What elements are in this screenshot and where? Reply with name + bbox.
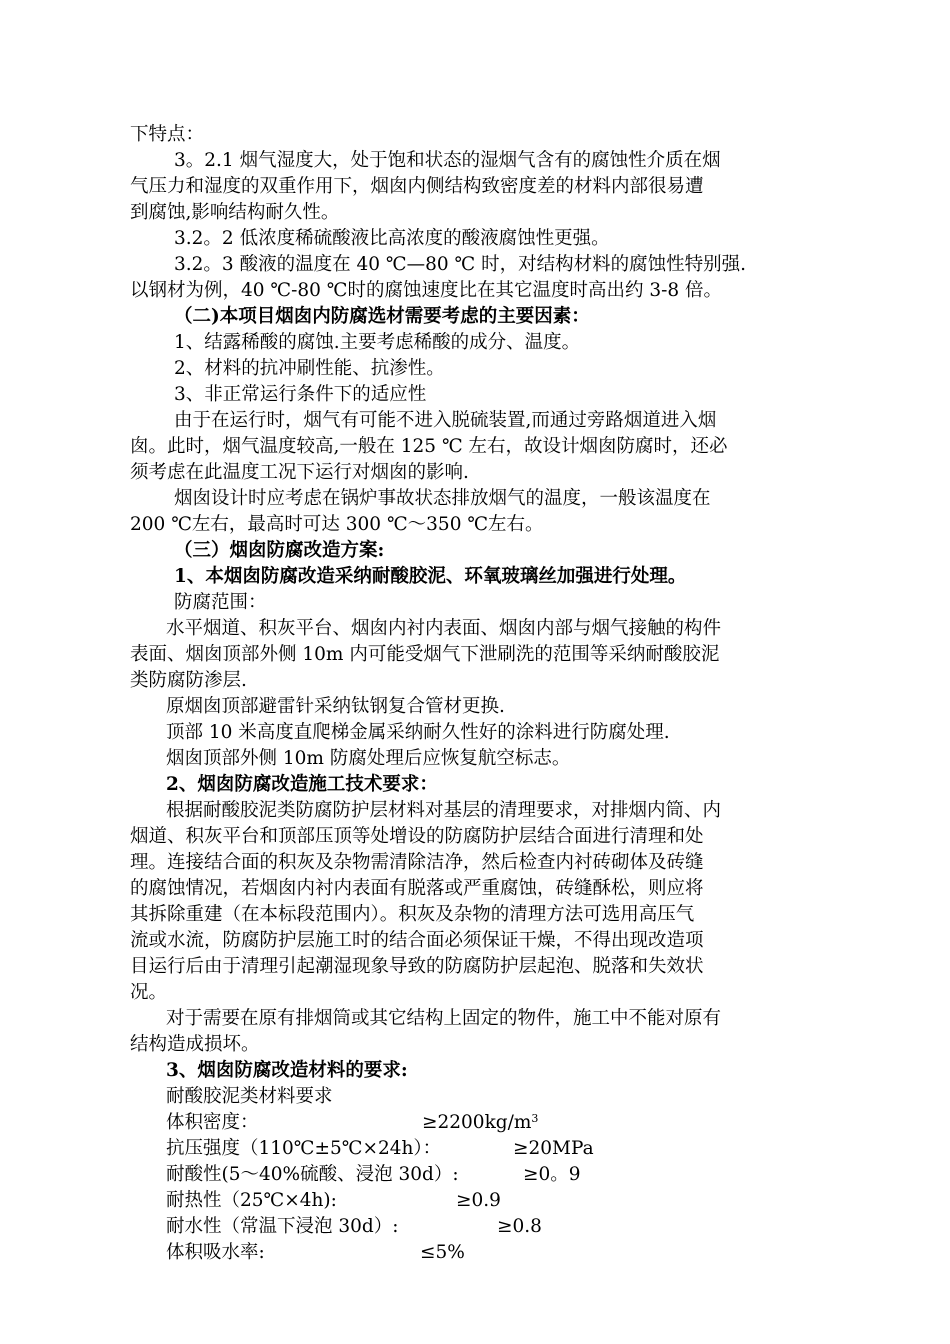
paragraph-line: 3.2。2 低浓度稀硫酸液比高浓度的酸液腐蚀性更强。 xyxy=(174,228,610,249)
paragraph-line: 类防腐防渗层. xyxy=(130,670,247,691)
paragraph-line: 其拆除重建（在本标段范围内）。积灰及杂物的清理方法可选用高压气 xyxy=(130,904,695,925)
paragraph-line: 气压力和湿度的双重作用下，烟囱内侧结构致密度差的材料内部很易遭 xyxy=(130,176,704,197)
spec-value xyxy=(420,1240,465,1266)
paragraph-line: 目运行后由于清理引起潮湿现象导致的防腐防护层起泡、脱落和失效状 xyxy=(130,956,704,977)
spec-label: 体积吸水率: xyxy=(166,1242,265,1263)
spec-label: 体积密度： xyxy=(166,1112,259,1133)
paragraph-line: 根据耐酸胶泥类防腐防护层材料对基层的清理要求，对排烟内筒、内 xyxy=(166,800,722,821)
paragraph-line: 烟囱顶部外侧 10m 防腐处理后应恢复航空标志。 xyxy=(166,748,571,769)
paragraph-line: 须考虑在此温度工况下运行对烟囱的影响. xyxy=(130,462,469,483)
paragraph-line: 况。 xyxy=(130,982,168,1003)
paragraph-line: 的腐蚀情况，若烟囱内衬内表面有脱落或严重腐蚀，砖缝酥松，则应将 xyxy=(130,878,704,899)
paragraph-line: 到腐蚀,影响结构耐久性。 xyxy=(130,202,340,223)
paragraph-line: 200 ℃左右，最高时可达 300 ℃～350 ℃左右。 xyxy=(130,514,544,535)
paragraph-line: 理。连接结合面的积灰及杂物需清除洁净，然后检查内衬砖砌体及砖缝 xyxy=(130,852,704,873)
paragraph-line: 3、非正常运行条件下的适应性 xyxy=(174,384,427,405)
paragraph-line: 烟囱设计时应考虑在锅炉事故状态排放烟气的温度，一般该温度在 xyxy=(174,488,711,509)
paragraph-line: 结构造成损坏。 xyxy=(130,1034,260,1055)
paragraph-line: 耐酸胶泥类材料要求 xyxy=(166,1086,333,1107)
spec-value xyxy=(422,1110,538,1136)
paragraph-line: 烟道、积灰平台和顶部压顶等处增设的防腐防护层结合面进行清理和处 xyxy=(130,826,704,847)
paragraph-line: 流或水流，防腐防护层施工时的结合面必须保证干燥，不得出现改造项 xyxy=(130,930,704,951)
spec-label: 耐热性（25℃×4h): xyxy=(166,1190,337,1211)
spec-value-superscript: 3 xyxy=(531,1112,539,1125)
paragraph-line: 以钢材为例，40 ℃-80 ℃时的腐蚀速度比在其它温度时高出约 3-8 倍。 xyxy=(130,280,723,301)
paragraph-line: 水平烟道、积灰平台、烟囱内衬内表面、烟囱内部与烟气接触的构件 xyxy=(166,618,722,639)
paragraph-line: 1、结露稀酸的腐蚀.主要考虑稀酸的成分、温度。 xyxy=(174,332,581,353)
paragraph-line: 防腐范围： xyxy=(174,592,267,613)
spec-label: 耐酸性(5～40%硫酸、浸泡 30d）: xyxy=(166,1164,459,1185)
spec-value xyxy=(523,1162,581,1188)
section-heading-line: 1、本烟囱防腐改造采纳耐酸胶泥、环氧玻璃丝加强进行处理。 xyxy=(174,566,687,587)
spec-label: 耐水性（常温下浸泡 30d）: xyxy=(166,1216,399,1237)
paragraph-line: 表面、烟囱顶部外侧 10m 内可能受烟气下泄刷洗的范围等采纳耐酸胶泥 xyxy=(130,644,720,665)
spec-value-text: ≥20MPa xyxy=(513,1138,594,1159)
spec-value xyxy=(456,1188,501,1214)
paragraph-line: 对于需要在原有排烟筒或其它结构上固定的物件，施工中不能对原有 xyxy=(166,1008,722,1029)
paragraph-line: 由于在运行时，烟气有可能不进入脱硫装置,而通过旁路烟道进入烟 xyxy=(174,410,717,431)
spec-value-text: ≥0.9 xyxy=(456,1190,501,1211)
section-heading-line: 3、烟囱防腐改造材料的要求: xyxy=(166,1060,408,1081)
spec-value-text: ≤5% xyxy=(420,1242,465,1263)
spec-label: 抗压强度（110℃±5℃×24h）： xyxy=(166,1138,442,1159)
paragraph-line: 下特点： xyxy=(130,124,205,145)
spec-value xyxy=(497,1214,542,1240)
section-heading-line: 2、烟囱防腐改造施工技术要求： xyxy=(166,774,438,795)
paragraph-line: 原烟囱顶部避雷针采纳钛钢复合管材更换. xyxy=(166,696,505,717)
spec-value-text: ≥2200kg/m xyxy=(422,1112,532,1133)
section-heading-line: （二)本项目烟囱内防腐选材需要考虑的主要因素： xyxy=(174,306,590,327)
spec-value-text: ≥0.8 xyxy=(497,1216,542,1237)
spec-value-text: ≥0。9 xyxy=(523,1164,581,1185)
paragraph-line: 囱。此时，烟气温度较高,一般在 125 ℃ 左右，故设计烟囱防腐时，还必 xyxy=(130,436,728,457)
paragraph-line: 3.2。3 酸液的温度在 40 ℃—80 ℃ 时，对结构材料的腐蚀性特别强. xyxy=(174,254,746,275)
spec-value xyxy=(513,1136,594,1162)
paragraph-line: 3。2.1 烟气湿度大，处于饱和状态的湿烟气含有的腐蚀性介质在烟 xyxy=(174,150,721,171)
paragraph-line: 2、材料的抗冲刷性能、抗渗性。 xyxy=(174,358,445,379)
section-heading-line: （三）烟囱防腐改造方案: xyxy=(174,540,385,561)
paragraph-line: 顶部 10 米高度直爬梯金属采纳耐久性好的涂料进行防腐处理. xyxy=(166,722,670,743)
